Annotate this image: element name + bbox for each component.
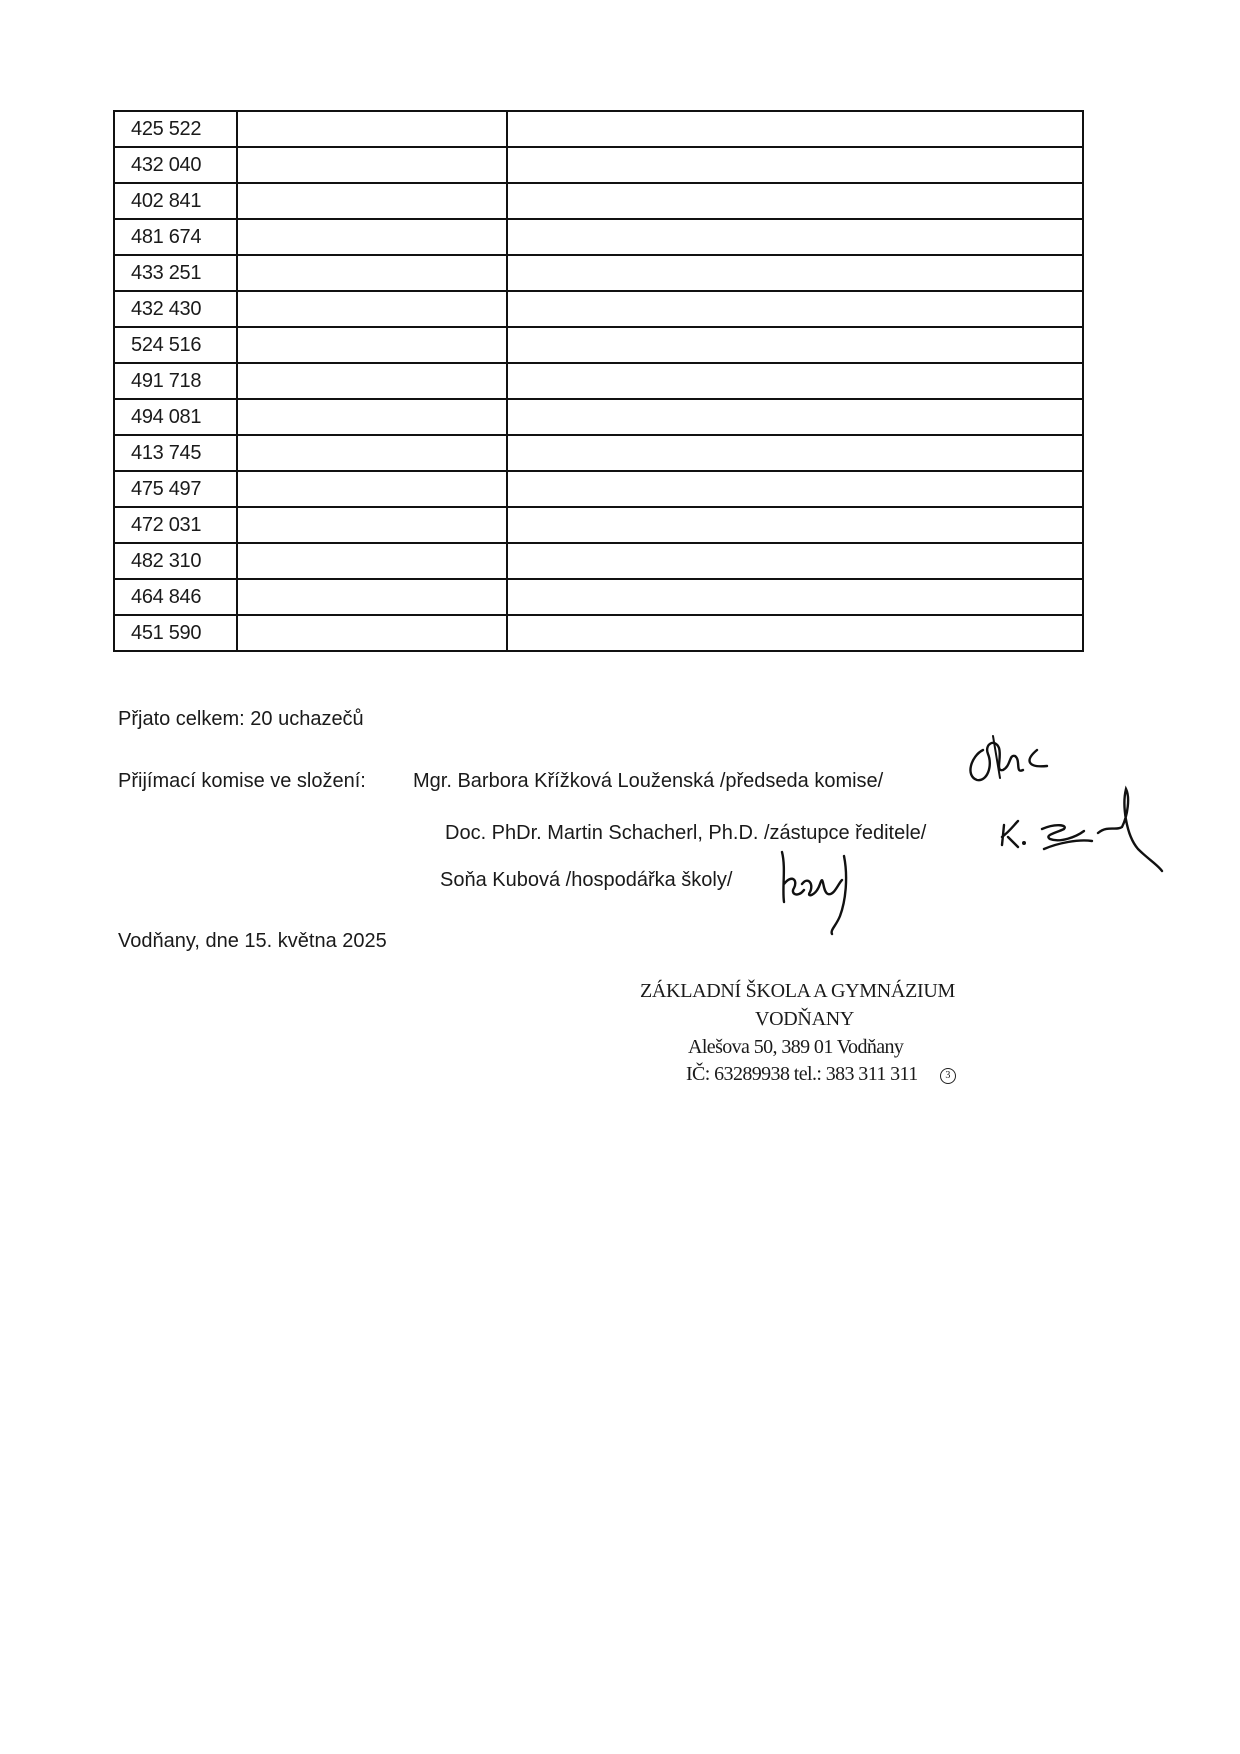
empty-cell bbox=[507, 399, 1083, 435]
table-row bbox=[114, 363, 1083, 399]
empty-cell bbox=[237, 111, 507, 147]
committee-label: Přijímací komise ve složení: bbox=[118, 770, 366, 792]
empty-cell bbox=[507, 291, 1083, 327]
applicant-code-cell: 433 251 bbox=[114, 255, 237, 291]
table-row bbox=[114, 327, 1083, 363]
table-body bbox=[114, 111, 1083, 651]
table-row bbox=[114, 615, 1083, 651]
table-row bbox=[114, 183, 1083, 219]
accepted-total: Přjato celkem: 20 uchazečů bbox=[118, 708, 364, 730]
applicant-code-cell: 524 516 bbox=[114, 327, 237, 363]
empty-cell bbox=[237, 255, 507, 291]
table-row bbox=[114, 399, 1083, 435]
empty-cell bbox=[507, 435, 1083, 471]
table-row bbox=[114, 579, 1083, 615]
empty-cell bbox=[507, 615, 1083, 651]
stamp-address: Alešova 50, 389 01 Vodňany bbox=[688, 1036, 904, 1058]
date-line: Vodňany, dne 15. května 2025 bbox=[118, 930, 387, 952]
applicant-code-cell: 432 430 bbox=[114, 291, 237, 327]
empty-cell bbox=[507, 363, 1083, 399]
applicant-code-cell: 464 846 bbox=[114, 579, 237, 615]
table-row bbox=[114, 471, 1083, 507]
empty-cell bbox=[237, 507, 507, 543]
stamp-town: VODŇANY bbox=[755, 1008, 855, 1030]
empty-cell bbox=[237, 399, 507, 435]
empty-cell bbox=[507, 147, 1083, 183]
empty-cell bbox=[237, 147, 507, 183]
committee-member-chair: Mgr. Barbora Křížková Louženská /předseda komise/ bbox=[413, 770, 884, 792]
committee-member-bursar: Soňa Kubová /hospodářka školy/ bbox=[440, 869, 733, 891]
table-row bbox=[114, 219, 1083, 255]
stamp-school-name: ZÁKLADNÍ ŠKOLA A GYMNÁZIUM bbox=[640, 980, 955, 1002]
empty-cell bbox=[237, 363, 507, 399]
signature-bursar bbox=[772, 840, 872, 940]
empty-cell bbox=[237, 471, 507, 507]
applicant-code-cell: 425 522 bbox=[114, 111, 237, 147]
empty-cell bbox=[507, 471, 1083, 507]
empty-cell bbox=[237, 327, 507, 363]
stamp-number: 3 bbox=[940, 1068, 956, 1084]
applicant-code-cell: 451 590 bbox=[114, 615, 237, 651]
empty-cell bbox=[237, 291, 507, 327]
table-row bbox=[114, 435, 1083, 471]
applicant-code-cell: 432 040 bbox=[114, 147, 237, 183]
empty-cell bbox=[237, 543, 507, 579]
applicant-code-cell: 402 841 bbox=[114, 183, 237, 219]
applicant-code-cell: 475 497 bbox=[114, 471, 237, 507]
applicant-code-cell: 472 031 bbox=[114, 507, 237, 543]
applicant-code-cell: 494 081 bbox=[114, 399, 237, 435]
table-row bbox=[114, 507, 1083, 543]
stamp-contact bbox=[686, 1063, 956, 1086]
empty-cell bbox=[237, 615, 507, 651]
applicant-code-cell: 481 674 bbox=[114, 219, 237, 255]
empty-cell bbox=[507, 111, 1083, 147]
stamp-contact-text: IČ: 63289938 tel.: 383 311 311 bbox=[686, 1063, 918, 1085]
empty-cell bbox=[237, 579, 507, 615]
empty-cell bbox=[507, 507, 1083, 543]
empty-cell bbox=[237, 219, 507, 255]
applicant-code-cell: 482 310 bbox=[114, 543, 237, 579]
table-row bbox=[114, 111, 1083, 147]
empty-cell bbox=[507, 579, 1083, 615]
empty-cell bbox=[507, 183, 1083, 219]
committee-member-deputy: Doc. PhDr. Martin Schacherl, Ph.D. /zástupce ředitele/ bbox=[445, 822, 927, 844]
signature-deputy bbox=[998, 785, 1178, 875]
table-row bbox=[114, 291, 1083, 327]
empty-cell bbox=[507, 543, 1083, 579]
empty-cell bbox=[237, 183, 507, 219]
applicant-codes-table bbox=[113, 110, 1084, 652]
applicant-code-cell: 413 745 bbox=[114, 435, 237, 471]
empty-cell bbox=[237, 435, 507, 471]
empty-cell bbox=[507, 327, 1083, 363]
applicant-code-cell: 491 718 bbox=[114, 363, 237, 399]
table-row bbox=[114, 543, 1083, 579]
table-row bbox=[114, 147, 1083, 183]
table-row bbox=[114, 255, 1083, 291]
empty-cell bbox=[507, 219, 1083, 255]
empty-cell bbox=[507, 255, 1083, 291]
